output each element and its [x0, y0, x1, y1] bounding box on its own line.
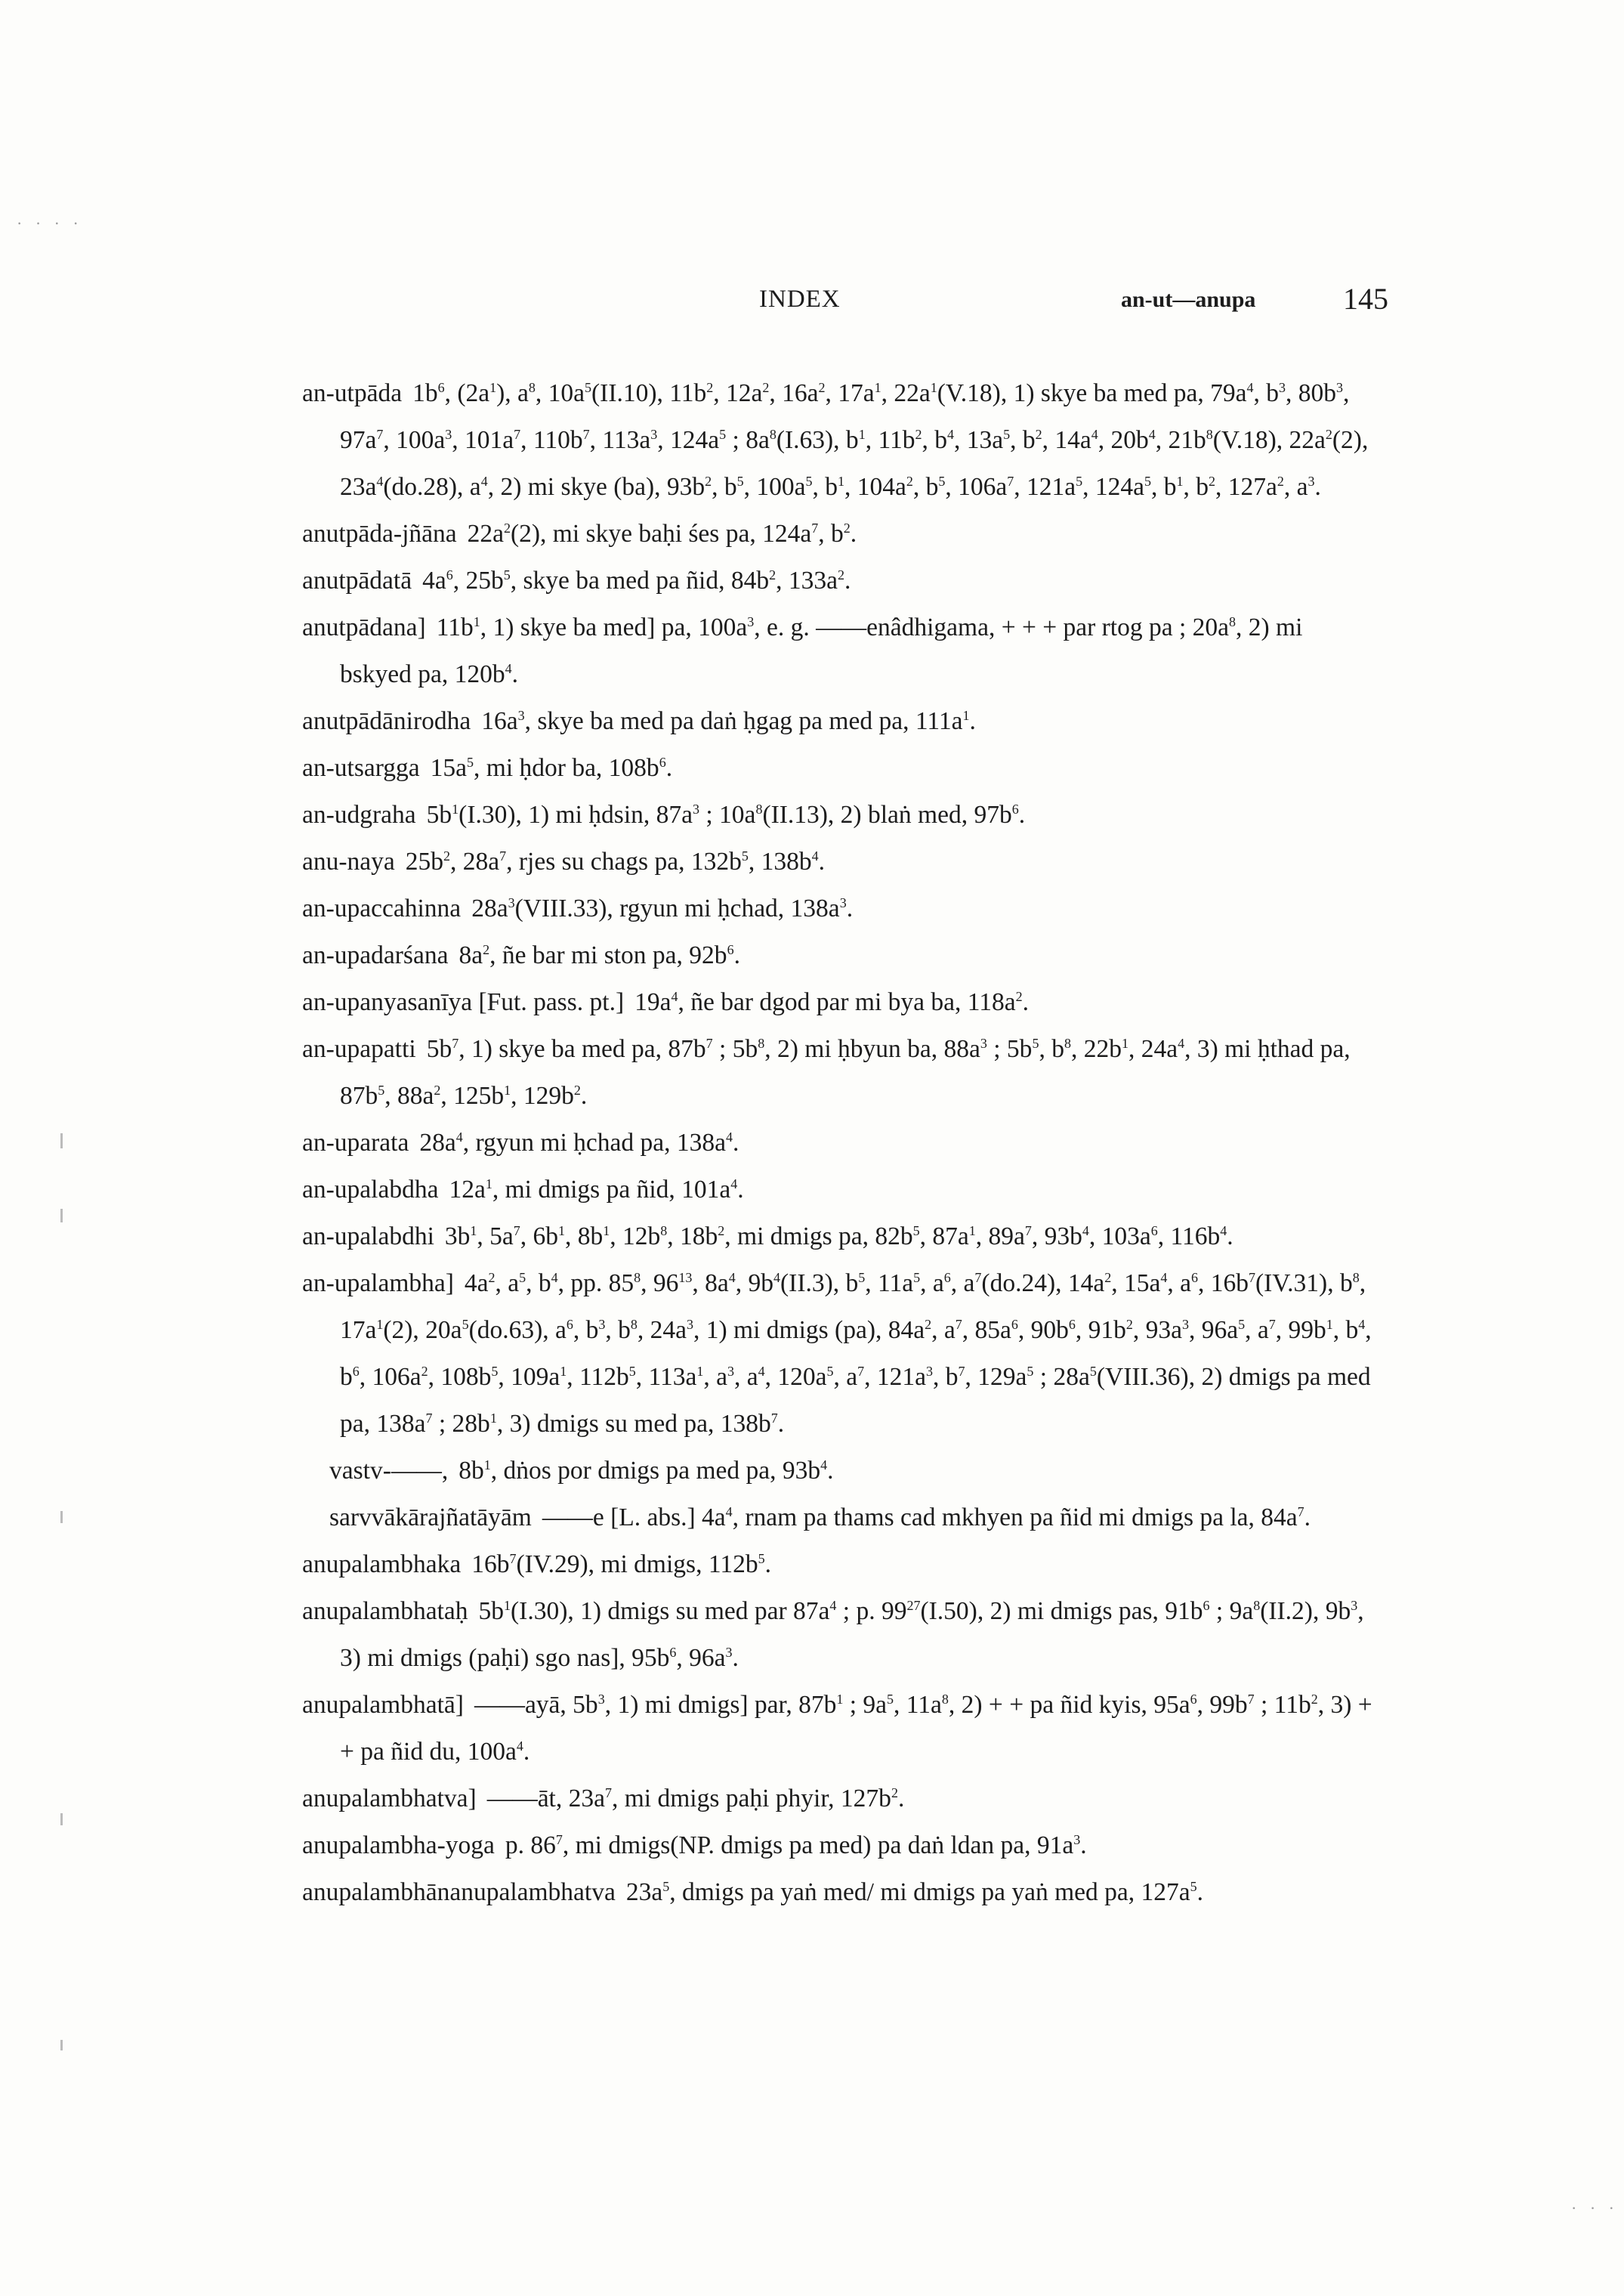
entry-references: $16a^3$, skye ba med pa daṅ ḥgag pa med pa, $111a^1$.: [481, 707, 976, 735]
entry-term: an-utsargga: [302, 754, 420, 782]
index-entry: [302, 604, 1375, 698]
index-entry: [302, 698, 1375, 745]
entry-term: vastv-——,: [329, 1457, 449, 1485]
index-entry: [302, 885, 1375, 932]
entry-term: an-uparata: [302, 1129, 409, 1157]
index-entry: [302, 1213, 1375, 1260]
scan-specks-bottom: · · ·: [1571, 2199, 1619, 2217]
index-entry: [302, 1120, 1375, 1167]
entry-term: anutpāda-jñāna: [302, 520, 457, 548]
entry-term: an-upapatti: [302, 1035, 416, 1063]
entry-references: ——āt, $23a^7$, mi dmigs paḥi phyir, $127b^2$.: [486, 1785, 905, 1812]
entry-references: $19a^4$, ñe bar dgod par mi bya ba, $118a^2$.: [634, 988, 1030, 1016]
page-number: 145: [1343, 282, 1388, 316]
entry-term: an-upanyasanīya [Fut. pass. pt.]: [302, 988, 625, 1016]
entry-term: anutpādānirodha: [302, 707, 471, 735]
entry-term: an-upalambha]: [302, 1269, 454, 1297]
index-entry: [302, 1682, 1375, 1775]
index-entry: [302, 1588, 1375, 1682]
entry-term: sarvvākārajñatāyām: [329, 1503, 532, 1531]
index-entry: [302, 370, 1375, 511]
entry-term: anutpādatā: [302, 567, 412, 595]
entry-references: $5b^1(I.30)$, 1) dmigs su med par $87a^4$ ; p. $99^{27}(I.50)$, 2) mi dmigs pas, $91b^6$ ; $9a^8(II.2)$, $9b^3$, 3) mi dmigs (paḥi) sgo nas], $95b^6$, $96a^3$.: [340, 1597, 1364, 1672]
entry-term: an-upalabdhi: [302, 1222, 434, 1250]
index-entry: [302, 839, 1375, 885]
entry-references: $16b^7(IV.29)$, mi dmigs, $112b^5$.: [471, 1550, 771, 1578]
entry-references: $5b^1(I.30)$, 1) mi ḥdsin, $87a^3$ ; $10a^8(II.13)$, 2) blaṅ med, $97b^6$.: [426, 801, 1026, 829]
index-entry: [302, 558, 1375, 604]
entry-term: anupalambhatva]: [302, 1785, 477, 1812]
scan-margin-mark: [60, 2040, 63, 2050]
entry-references: $3b^1$, $5a^7$, $6b^1$, $8b^1$, $12b^8$, $18b^2$, mi dmigs pa, $82b^5$, $87a^1$, $89a^7$, $93b^4$, $103a^6$, $116b^4$.: [444, 1222, 1233, 1250]
running-header: [0, 282, 1624, 331]
index-entry: [302, 1541, 1375, 1588]
entry-references: $8a^2$, ñe bar mi ston pa, $92b^6$.: [458, 941, 740, 969]
index-entry: [302, 979, 1375, 1026]
entry-references: $5b^7$, 1) skye ba med pa, $87b^7$ ; $5b^8$, 2) mi ḥbyun ba, $88a^3$ ; $5b^5$, $b^8$, $22b^1$, $24a^4$, 3) mi ḥthad pa, $87b^5$, $88a^2$, $125b^1$, $129b^2$.: [340, 1035, 1351, 1110]
entry-references: $25b^2$, $28a^7$, rjes su chags pa, $132b^5$, $138b^4$.: [405, 848, 825, 876]
entry-term: anutpādana]: [302, 613, 426, 641]
index-entry: [302, 792, 1375, 839]
entry-term: anupalambhānanupalambhatva: [302, 1878, 616, 1906]
scan-margin-mark: [60, 1813, 63, 1825]
scan-specks-top: · · · ·: [17, 214, 83, 233]
entry-references: $23a^5$, dmigs pa yaṅ med/ mi dmigs pa yaṅ med pa, $127a^5$.: [625, 1878, 1204, 1906]
index-entry: [302, 932, 1375, 979]
entry-term: anupalambhaka: [302, 1550, 462, 1578]
entry-references: $28a^4$, rgyun mi ḥchad pa, $138a^4$.: [419, 1129, 739, 1157]
index-entry: [302, 1260, 1375, 1448]
index-subentry: [329, 1494, 1375, 1541]
header-range: an-ut—anupa: [1121, 287, 1256, 312]
header-title: INDEX: [759, 286, 841, 313]
index-entries: [302, 370, 1375, 1916]
index-entry: [302, 511, 1375, 558]
entry-references: p. $86^7$, mi dmigs(NP. dmigs pa med) pa daṅ ldan pa, $91a^3$.: [505, 1831, 1087, 1859]
scan-margin-mark: [60, 1511, 63, 1523]
entry-term: an-upalabdha: [302, 1176, 439, 1204]
entry-term: anupalambhatā]: [302, 1691, 464, 1719]
scan-margin-mark: [60, 1209, 63, 1222]
index-entry: [302, 1026, 1375, 1120]
entry-references: $22a^2(2)$, mi skye baḥi śes pa, $124a^7$, $b^2$.: [467, 520, 857, 548]
index-entry: [302, 745, 1375, 792]
entry-references: $15a^5$, mi ḥdor ba, $108b^6$.: [430, 754, 673, 782]
entry-references: $8b^1$, dṅos por dmigs pa med pa, $93b^4$.: [458, 1457, 834, 1485]
entry-references: $12a^1$, mi dmigs pa ñid, $101a^4$.: [449, 1176, 744, 1204]
index-entry: [302, 1167, 1375, 1213]
entry-references: $4a^2$, $a^5$, $b^4$, pp. $85^8$, $96^{13}$, $8a^4$, $9b^4(II.3)$, $b^5$, $11a^5$, $a^6$, $a^7(do.24)$, $14a^2$, $15a^4$, $a^6$, $16b^7(IV.31)$, $b^8$, $17a^1(2)$, $20a^5(do.63)$, $a^6$, $b^3$, $b^8$, $24a^3$, 1) mi dmigs (pa), $84a^2$, $a^7$, $85a^6$, $90b^6$, $91b^2$, $93a^3$, $96a^5$, $a^7$, $99b^1$, $b^4$, $b^6$, $106a^2$, $108b^5$, $109a^1$, $112b^5$, $113a^1$, $a^3$, $a^4$, $120a^5$, $a^7$, $121a^3$, $b^7$, $129a^5$ ; $28a^5(VIII.36)$, 2) dmigs pa med pa, $138a^7$ ; $28b^1$, 3) dmigs su med pa, $138b^7$.: [340, 1269, 1372, 1438]
entry-term: anu-naya: [302, 848, 395, 876]
entry-term: anupalambhataḥ: [302, 1597, 468, 1625]
scan-margin-mark: [60, 1133, 63, 1148]
entry-references: ——ayā, $5b^3$, 1) mi dmigs] par, $87b^1$ ; $9a^5$, $11a^8$, 2) + + pa ñid kyis, $95a^6$, $99b^7$ ; $11b^2$, 3) + + pa ñid du, $100a^4$.: [340, 1691, 1372, 1766]
entry-references: $1b^6$, $(2a^1)$, $a^8$, $10a^5(II.10)$, $11b^2$, $12a^2$, $16a^2$, $17a^1$, $22a^1(V.18)$, 1) skye ba med pa, $79a^4$, $b^3$, $80b^3$, $97a^7$, $100a^3$, $101a^7$, $110b^7$, $113a^3$, $124a^5$ ; $8a^8(I.63)$, $b^1$, $11b^2$, $b^4$, $13a^5$, $b^2$, $14a^4$, $20b^4$, $21b^8(V.18)$, $22a^2(2)$, $23a^4(do.28)$, $a^4$, 2) mi skye (ba), $93b^2$, $b^5$, $100a^5$, $b^1$, $104a^2$, $b^5$, $106a^7$, $121a^5$, $124a^5$, $b^1$, $b^2$, $127a^2$, $a^3$.: [340, 379, 1369, 501]
entry-term: an-utpāda: [302, 379, 403, 407]
index-subentry: [329, 1448, 1375, 1494]
entry-term: anupalambha-yoga: [302, 1831, 495, 1859]
index-entry: [302, 1775, 1375, 1822]
entry-term: an-upaccahinna: [302, 895, 462, 922]
index-entry: [302, 1869, 1375, 1916]
entry-references: $28a^3(VIII.33)$, rgyun mi ḥchad, $138a^3$.: [471, 895, 854, 922]
index-entry: [302, 1822, 1375, 1869]
entry-references: ——e [L. abs.] $4a^4$, rnam pa thams cad mkhyen pa ñid mi dmigs pa la, $84a^7$.: [542, 1503, 1311, 1531]
entry-term: an-upadarśana: [302, 941, 449, 969]
entry-term: an-udgraha: [302, 801, 416, 829]
entry-references: $4a^6$, $25b^5$, skye ba med pa ñid, $84b^2$, $133a^2$.: [422, 567, 851, 595]
entry-references: $11b^1$, 1) skye ba med] pa, $100a^3$, e. g. ——enâdhigama, + + + par rtog pa ; $20a^8$, 2) mi bskyed pa, $120b^4$.: [340, 613, 1303, 688]
